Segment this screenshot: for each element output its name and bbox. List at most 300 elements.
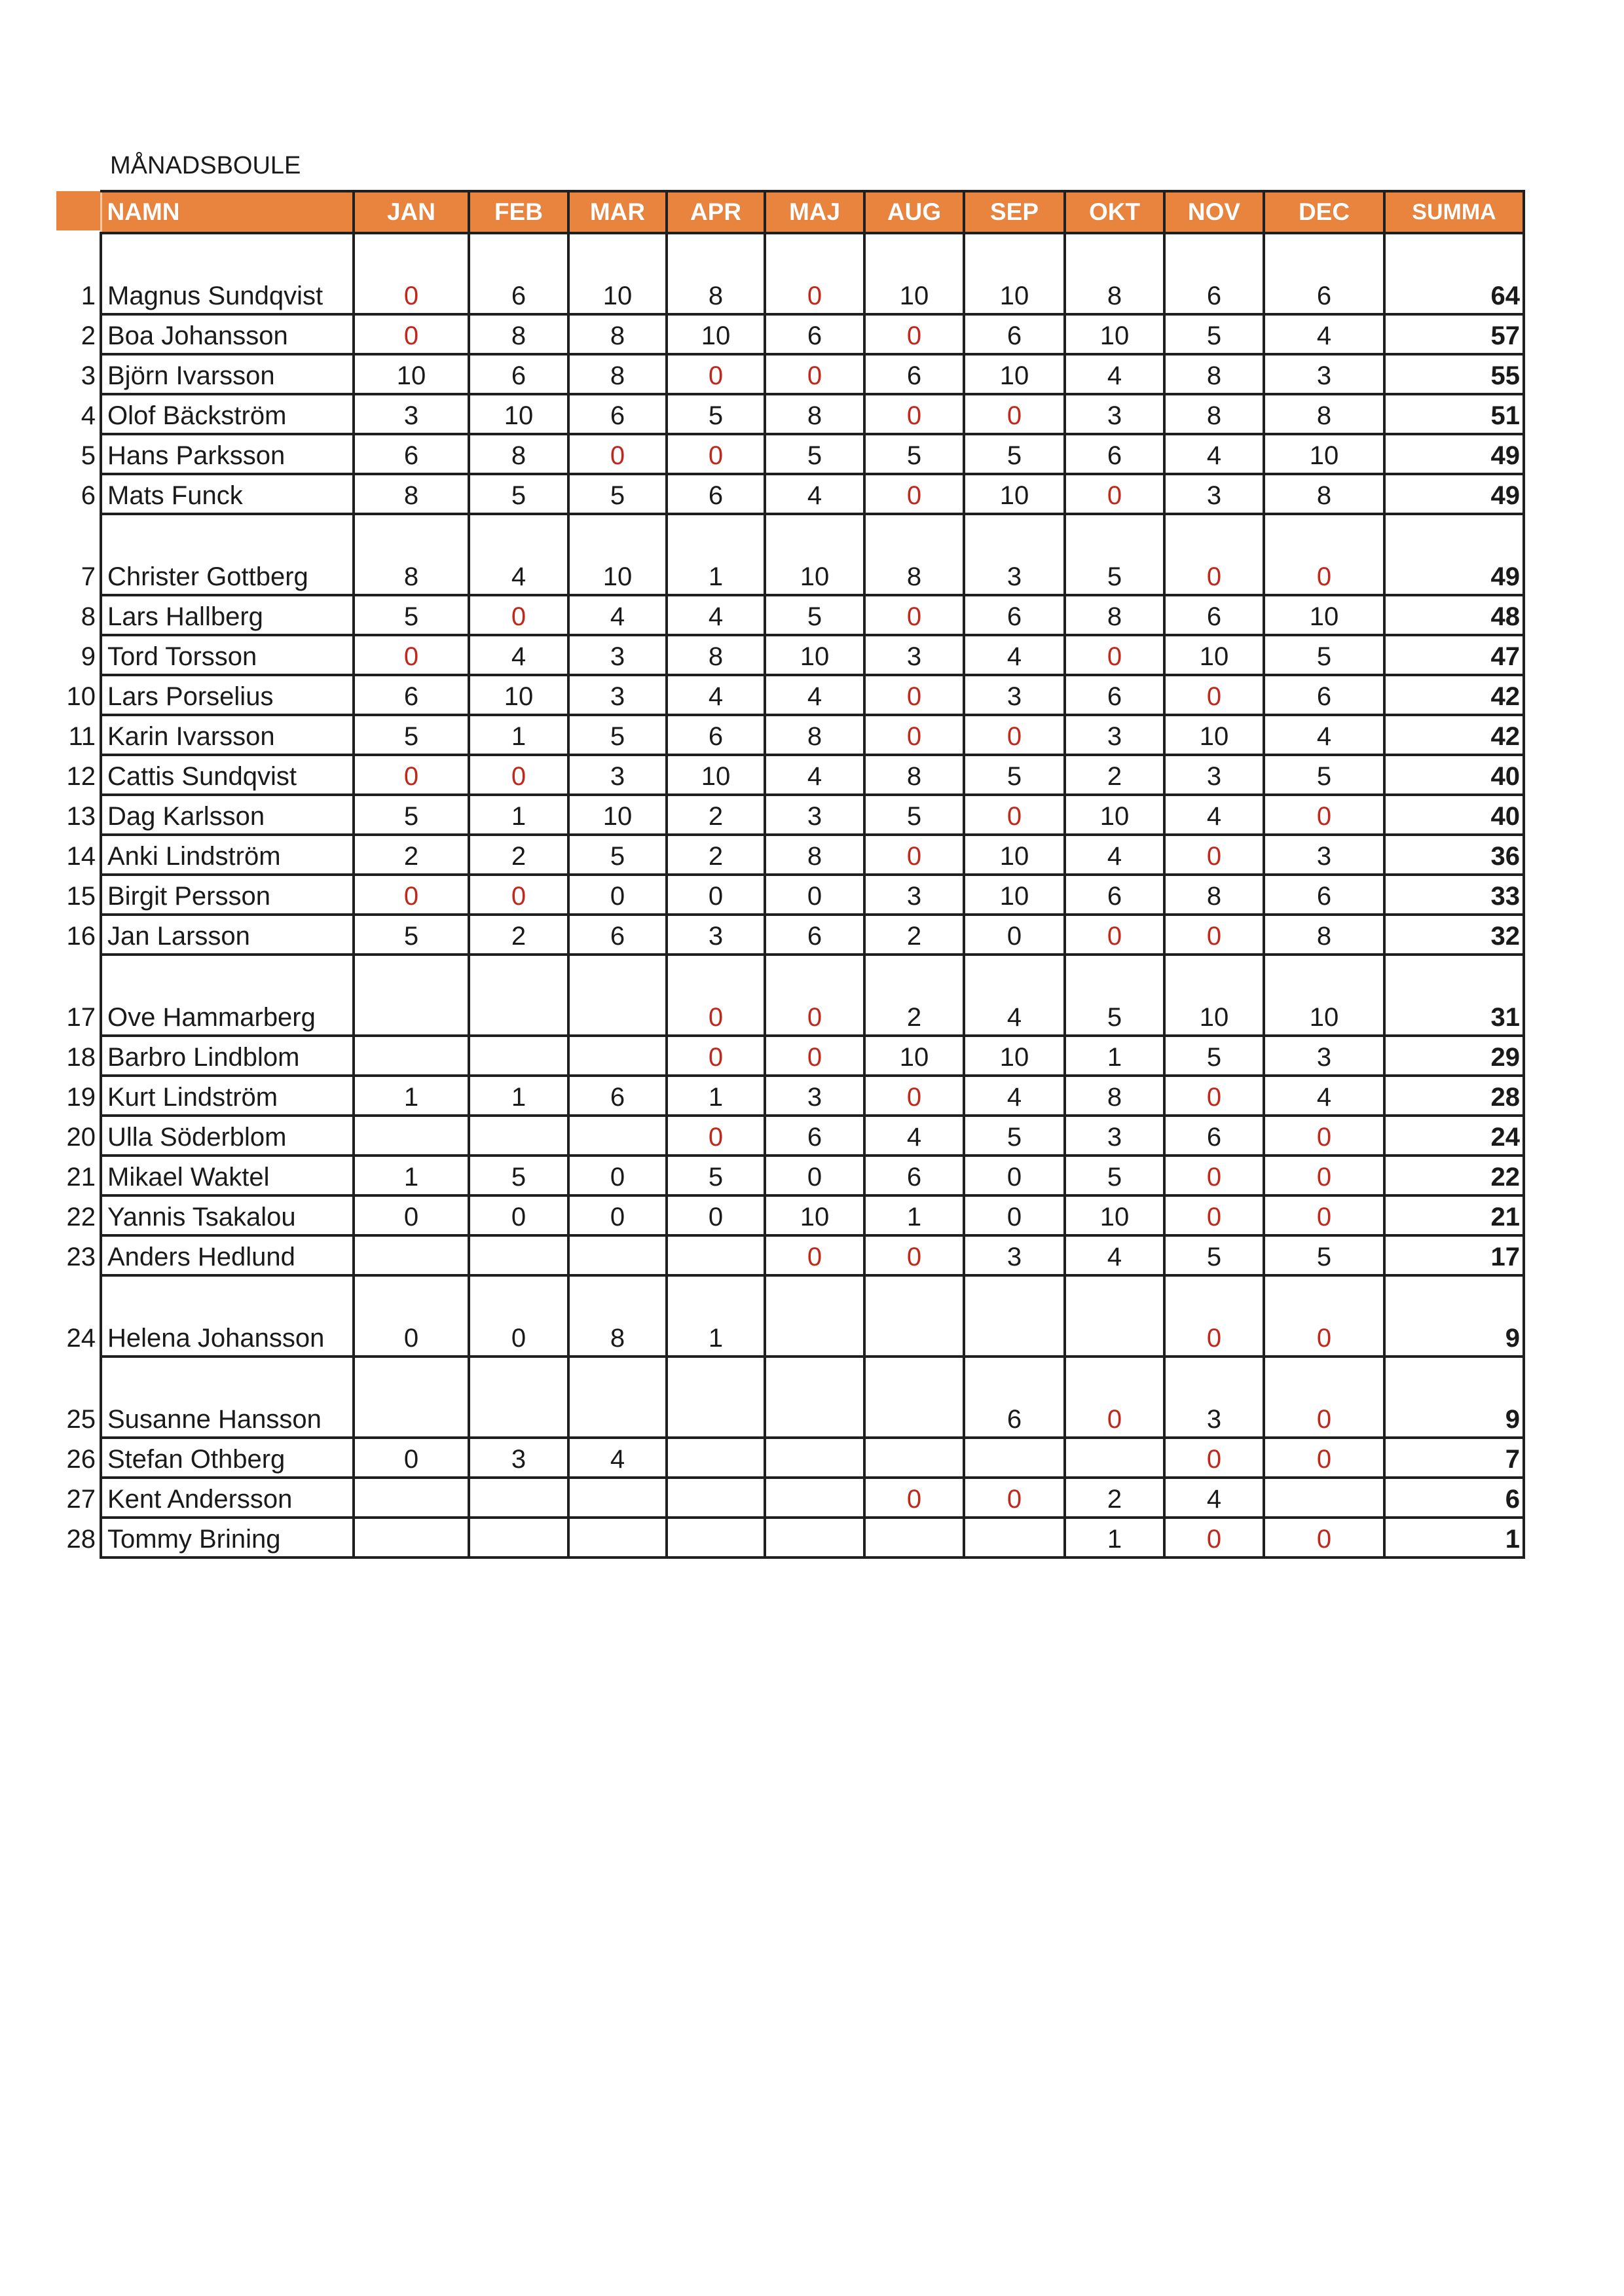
score-cell-mar [568,1357,667,1438]
total-cell: 17 [1384,1235,1524,1275]
score-cell-mar: 0 [568,1195,667,1235]
score-table [100,190,1525,1559]
total-cell: 1 [1384,1518,1524,1558]
score-cell-aug: 10 [864,233,964,314]
score-cell-nov: 4 [1164,1478,1264,1518]
player-name: Lars Hallberg [101,595,354,635]
player-name: Anki Lindström [101,835,354,875]
total-cell: 49 [1384,514,1524,595]
score-cell-feb: 0 [469,1275,568,1357]
score-cell-maj [765,1275,864,1357]
total-cell: 32 [1384,915,1524,955]
player-name: Tord Torsson [101,635,354,675]
score-cell-maj: 6 [765,1116,864,1156]
score-cell-apr [667,1518,765,1558]
score-cell-apr: 0 [667,955,765,1036]
rank-number: 8 [81,602,96,631]
player-name: Stefan Othberg [101,1438,354,1478]
rank-number: 6 [81,481,96,510]
score-cell-apr: 5 [667,1156,765,1195]
score-cell-aug [864,1518,964,1558]
score-cell-sep: 0 [964,915,1065,955]
score-cell-nov: 3 [1164,1357,1264,1438]
table-row [101,1275,1524,1357]
score-cell-apr: 0 [667,1036,765,1076]
total-cell: 42 [1384,715,1524,755]
score-cell-dec [1264,1478,1384,1518]
score-cell-sep: 4 [964,635,1065,675]
rank-number: 16 [66,922,96,951]
player-name: Anders Hedlund [101,1235,354,1275]
score-cell-feb [469,1036,568,1076]
score-cell-okt: 5 [1065,1156,1164,1195]
score-cell-mar: 8 [568,354,667,394]
score-cell-aug: 10 [864,1036,964,1076]
score-cell-apr: 0 [667,354,765,394]
score-cell-maj [765,1518,864,1558]
score-cell-jan: 8 [354,474,469,514]
score-cell-okt: 3 [1065,715,1164,755]
total-cell: 36 [1384,835,1524,875]
score-cell-nov: 0 [1164,835,1264,875]
score-cell-sep [964,1518,1065,1558]
total-cell: 40 [1384,755,1524,795]
score-cell-sep: 3 [964,1235,1065,1275]
score-cell-okt: 4 [1065,1235,1164,1275]
score-cell-feb: 3 [469,1438,568,1478]
score-cell-dec: 6 [1264,875,1384,915]
score-cell-aug: 8 [864,514,964,595]
score-cell-okt: 4 [1065,354,1164,394]
score-cell-feb [469,955,568,1036]
score-cell-maj: 0 [765,875,864,915]
score-cell-sep: 3 [964,675,1065,715]
score-cell-jan [354,1036,469,1076]
score-cell-nov: 10 [1164,955,1264,1036]
score-cell-sep: 10 [964,835,1065,875]
total-cell: 40 [1384,795,1524,835]
score-cell-feb [469,1116,568,1156]
player-name: Jan Larsson [101,915,354,955]
score-cell-maj: 0 [765,233,864,314]
score-cell-maj: 3 [765,795,864,835]
table-row [101,1156,1524,1195]
score-cell-jan: 0 [354,1438,469,1478]
score-cell-feb: 1 [469,1076,568,1116]
player-name: Kent Andersson [101,1478,354,1518]
score-cell-feb [469,1518,568,1558]
score-cell-apr: 2 [667,835,765,875]
column-header-feb: FEB [469,191,568,233]
score-cell-jan [354,1478,469,1518]
score-cell-sep: 4 [964,1076,1065,1116]
score-cell-sep: 5 [964,434,1065,474]
score-cell-dec: 0 [1264,1275,1384,1357]
rank-number: 1 [81,282,96,310]
score-cell-nov: 5 [1164,1036,1264,1076]
score-cell-okt: 1 [1065,1036,1164,1076]
score-cell-apr: 6 [667,715,765,755]
total-cell: 31 [1384,955,1524,1036]
score-cell-okt [1065,1275,1164,1357]
score-cell-feb [469,1235,568,1275]
score-cell-jan: 2 [354,835,469,875]
score-cell-maj: 6 [765,314,864,354]
score-cell-aug: 6 [864,354,964,394]
score-cell-mar: 5 [568,715,667,755]
total-cell: 64 [1384,233,1524,314]
score-cell-nov: 10 [1164,635,1264,675]
score-cell-okt: 3 [1065,1116,1164,1156]
score-cell-sep: 0 [964,394,1065,434]
score-cell-feb: 0 [469,875,568,915]
total-cell: 33 [1384,875,1524,915]
rank-number: 21 [66,1163,96,1192]
score-cell-okt: 5 [1065,955,1164,1036]
score-cell-mar: 6 [568,915,667,955]
score-cell-mar: 10 [568,795,667,835]
score-cell-mar: 6 [568,1076,667,1116]
score-cell-nov: 0 [1164,915,1264,955]
score-cell-sep [964,1275,1065,1357]
score-cell-okt: 5 [1065,514,1164,595]
score-cell-feb: 0 [469,755,568,795]
score-cell-aug: 0 [864,715,964,755]
score-cell-nov: 0 [1164,1156,1264,1195]
score-cell-nov: 5 [1164,1235,1264,1275]
table-row [101,955,1524,1036]
score-cell-apr [667,1478,765,1518]
score-cell-mar: 0 [568,875,667,915]
score-cell-mar: 4 [568,595,667,635]
score-cell-sep: 6 [964,314,1065,354]
score-cell-feb: 8 [469,434,568,474]
player-name: Barbro Lindblom [101,1036,354,1076]
player-name: Tommy Brining [101,1518,354,1558]
rank-number: 20 [66,1123,96,1152]
score-cell-maj [765,1438,864,1478]
score-cell-okt: 6 [1065,675,1164,715]
score-cell-mar [568,1235,667,1275]
score-cell-maj: 8 [765,835,864,875]
rank-number: 11 [68,722,96,751]
score-cell-mar: 10 [568,233,667,314]
score-cell-apr: 10 [667,314,765,354]
total-cell: 9 [1384,1357,1524,1438]
rank-number: 25 [66,1405,96,1434]
score-cell-aug: 0 [864,675,964,715]
score-cell-nov: 0 [1164,1195,1264,1235]
score-cell-feb: 10 [469,394,568,434]
score-cell-apr: 0 [667,1116,765,1156]
table-body [101,233,1524,1558]
score-cell-apr: 10 [667,755,765,795]
column-header-jan: JAN [354,191,469,233]
score-cell-maj: 0 [765,1036,864,1076]
score-cell-dec: 3 [1264,835,1384,875]
score-cell-okt: 0 [1065,915,1164,955]
player-name: Lars Porselius [101,675,354,715]
score-cell-aug: 2 [864,915,964,955]
rank-number: 3 [81,361,96,390]
score-cell-apr: 0 [667,434,765,474]
score-cell-apr: 6 [667,474,765,514]
score-cell-sep: 6 [964,1357,1065,1438]
player-name: Kurt Lindström [101,1076,354,1116]
rank-number: 28 [66,1525,96,1554]
score-cell-nov: 3 [1164,755,1264,795]
table-row [101,1518,1524,1558]
score-cell-sep: 0 [964,1195,1065,1235]
rank-number: 12 [66,762,96,791]
column-header-maj: MAJ [765,191,864,233]
score-cell-maj: 3 [765,1076,864,1116]
score-cell-okt: 10 [1065,795,1164,835]
score-cell-sep: 10 [964,474,1065,514]
score-cell-nov: 4 [1164,795,1264,835]
score-cell-jan: 3 [354,394,469,434]
score-cell-maj: 10 [765,514,864,595]
total-cell: 47 [1384,635,1524,675]
score-cell-maj: 0 [765,955,864,1036]
score-cell-mar [568,955,667,1036]
score-cell-mar [568,1478,667,1518]
score-cell-sep: 0 [964,715,1065,755]
score-cell-jan [354,955,469,1036]
table-row [101,755,1524,795]
score-cell-jan [354,1235,469,1275]
score-cell-maj [765,1478,864,1518]
score-cell-sep: 5 [964,1116,1065,1156]
score-cell-sep: 10 [964,1036,1065,1076]
score-cell-jan [354,1116,469,1156]
rank-number: 18 [66,1043,96,1072]
table-row [101,795,1524,835]
score-cell-nov: 6 [1164,233,1264,314]
table-row [101,434,1524,474]
score-cell-mar: 0 [568,1156,667,1195]
total-cell: 51 [1384,394,1524,434]
player-name: Susanne Hansson [101,1357,354,1438]
score-cell-nov: 8 [1164,394,1264,434]
rank-number: 13 [66,802,96,831]
score-cell-mar [568,1036,667,1076]
score-cell-dec: 4 [1264,1076,1384,1116]
rank-number: 2 [81,321,96,350]
table-row [101,394,1524,434]
player-name: Helena Johansson [101,1275,354,1357]
score-cell-dec: 0 [1264,1438,1384,1478]
score-cell-aug: 5 [864,434,964,474]
table-row [101,1076,1524,1116]
score-cell-jan: 1 [354,1156,469,1195]
header-row [101,191,1524,233]
total-cell: 28 [1384,1076,1524,1116]
score-cell-dec: 0 [1264,1195,1384,1235]
score-cell-maj: 8 [765,715,864,755]
score-cell-maj: 0 [765,1235,864,1275]
score-cell-nov: 0 [1164,1076,1264,1116]
total-cell: 55 [1384,354,1524,394]
table-row [101,875,1524,915]
score-cell-sep: 3 [964,514,1065,595]
score-cell-okt: 8 [1065,1076,1164,1116]
score-cell-dec: 10 [1264,955,1384,1036]
total-cell: 48 [1384,595,1524,635]
total-cell: 29 [1384,1036,1524,1076]
score-cell-dec: 5 [1264,1235,1384,1275]
score-cell-jan: 0 [354,233,469,314]
score-cell-sep [964,1438,1065,1478]
rank-number: 15 [66,882,96,911]
table-row [101,514,1524,595]
score-cell-apr: 1 [667,1076,765,1116]
column-header-nov: NOV [1164,191,1264,233]
score-cell-jan: 5 [354,915,469,955]
score-cell-jan: 5 [354,715,469,755]
score-cell-jan: 0 [354,755,469,795]
table-row [101,1235,1524,1275]
score-cell-mar: 3 [568,755,667,795]
total-cell: 24 [1384,1116,1524,1156]
score-cell-apr: 4 [667,595,765,635]
score-cell-dec: 0 [1264,514,1384,595]
score-cell-okt: 0 [1065,1357,1164,1438]
rank-number: 19 [66,1083,96,1112]
score-cell-okt: 8 [1065,595,1164,635]
player-name: Yannis Tsakalou [101,1195,354,1235]
score-cell-okt [1065,1438,1164,1478]
score-cell-nov: 10 [1164,715,1264,755]
score-cell-apr: 8 [667,635,765,675]
table-row [101,1195,1524,1235]
score-cell-dec: 0 [1264,1518,1384,1558]
score-cell-feb: 6 [469,354,568,394]
score-cell-apr: 1 [667,1275,765,1357]
score-cell-sep: 5 [964,755,1065,795]
player-name: Ove Hammarberg [101,955,354,1036]
table-row [101,675,1524,715]
score-cell-apr [667,1438,765,1478]
score-cell-nov: 8 [1164,354,1264,394]
score-cell-jan: 10 [354,354,469,394]
column-header-dec: DEC [1264,191,1384,233]
score-cell-nov: 4 [1164,434,1264,474]
column-header-summa: SUMMA [1384,191,1524,233]
score-cell-feb: 5 [469,1156,568,1195]
player-name: Mats Funck [101,474,354,514]
score-cell-jan: 0 [354,1275,469,1357]
score-cell-nov: 0 [1164,1518,1264,1558]
score-cell-nov: 6 [1164,1116,1264,1156]
table-row [101,1116,1524,1156]
table-row [101,1478,1524,1518]
player-name: Hans Parksson [101,434,354,474]
score-cell-dec: 5 [1264,635,1384,675]
rank-number: 23 [66,1243,96,1271]
score-cell-dec: 0 [1264,1116,1384,1156]
score-cell-dec: 6 [1264,233,1384,314]
score-cell-apr: 8 [667,233,765,314]
score-cell-mar: 5 [568,835,667,875]
column-header-mar: MAR [568,191,667,233]
score-cell-maj: 0 [765,354,864,394]
score-cell-aug: 4 [864,1116,964,1156]
score-cell-aug: 6 [864,1156,964,1195]
score-cell-aug: 3 [864,875,964,915]
score-cell-nov: 8 [1164,875,1264,915]
rank-number: 17 [66,1003,96,1032]
column-header-sep: SEP [964,191,1065,233]
table-row [101,474,1524,514]
score-cell-aug: 0 [864,394,964,434]
score-cell-mar [568,1116,667,1156]
score-cell-jan: 1 [354,1076,469,1116]
score-cell-apr: 2 [667,795,765,835]
score-cell-nov: 5 [1164,314,1264,354]
player-name: Magnus Sundqvist [101,233,354,314]
score-cell-sep: 6 [964,595,1065,635]
score-cell-mar [568,1518,667,1558]
score-cell-aug: 0 [864,314,964,354]
score-cell-okt: 2 [1065,1478,1164,1518]
score-cell-jan: 0 [354,635,469,675]
total-cell: 22 [1384,1156,1524,1195]
column-header-aug: AUG [864,191,964,233]
score-cell-mar: 4 [568,1438,667,1478]
score-cell-apr: 3 [667,915,765,955]
total-cell: 6 [1384,1478,1524,1518]
score-cell-jan: 8 [354,514,469,595]
score-cell-okt: 10 [1065,314,1164,354]
score-cell-nov: 0 [1164,1275,1264,1357]
column-header-name: NAMN [101,191,354,233]
score-cell-apr: 0 [667,875,765,915]
score-cell-okt: 10 [1065,1195,1164,1235]
total-cell: 42 [1384,675,1524,715]
score-cell-dec: 10 [1264,595,1384,635]
score-cell-aug: 0 [864,1235,964,1275]
rank-number: 26 [66,1445,96,1474]
score-cell-mar: 6 [568,394,667,434]
score-cell-maj: 10 [765,1195,864,1235]
score-cell-aug: 0 [864,1478,964,1518]
score-cell-okt: 6 [1065,875,1164,915]
score-cell-feb [469,1357,568,1438]
score-cell-dec: 6 [1264,675,1384,715]
score-cell-aug: 0 [864,1076,964,1116]
score-cell-mar: 0 [568,434,667,474]
score-cell-jan: 6 [354,434,469,474]
score-cell-feb: 2 [469,915,568,955]
score-cell-jan: 5 [354,795,469,835]
score-cell-aug [864,1438,964,1478]
score-cell-feb [469,1478,568,1518]
rank-number: 7 [81,562,96,591]
table-row [101,715,1524,755]
score-cell-aug: 2 [864,955,964,1036]
rank-number: 24 [66,1324,96,1353]
score-cell-okt: 4 [1065,835,1164,875]
score-cell-aug: 1 [864,1195,964,1235]
score-cell-apr: 1 [667,514,765,595]
score-cell-aug: 3 [864,635,964,675]
score-cell-feb: 2 [469,835,568,875]
player-name: Dag Karlsson [101,795,354,835]
score-cell-jan [354,1518,469,1558]
table-row [101,1438,1524,1478]
table-row [101,915,1524,955]
